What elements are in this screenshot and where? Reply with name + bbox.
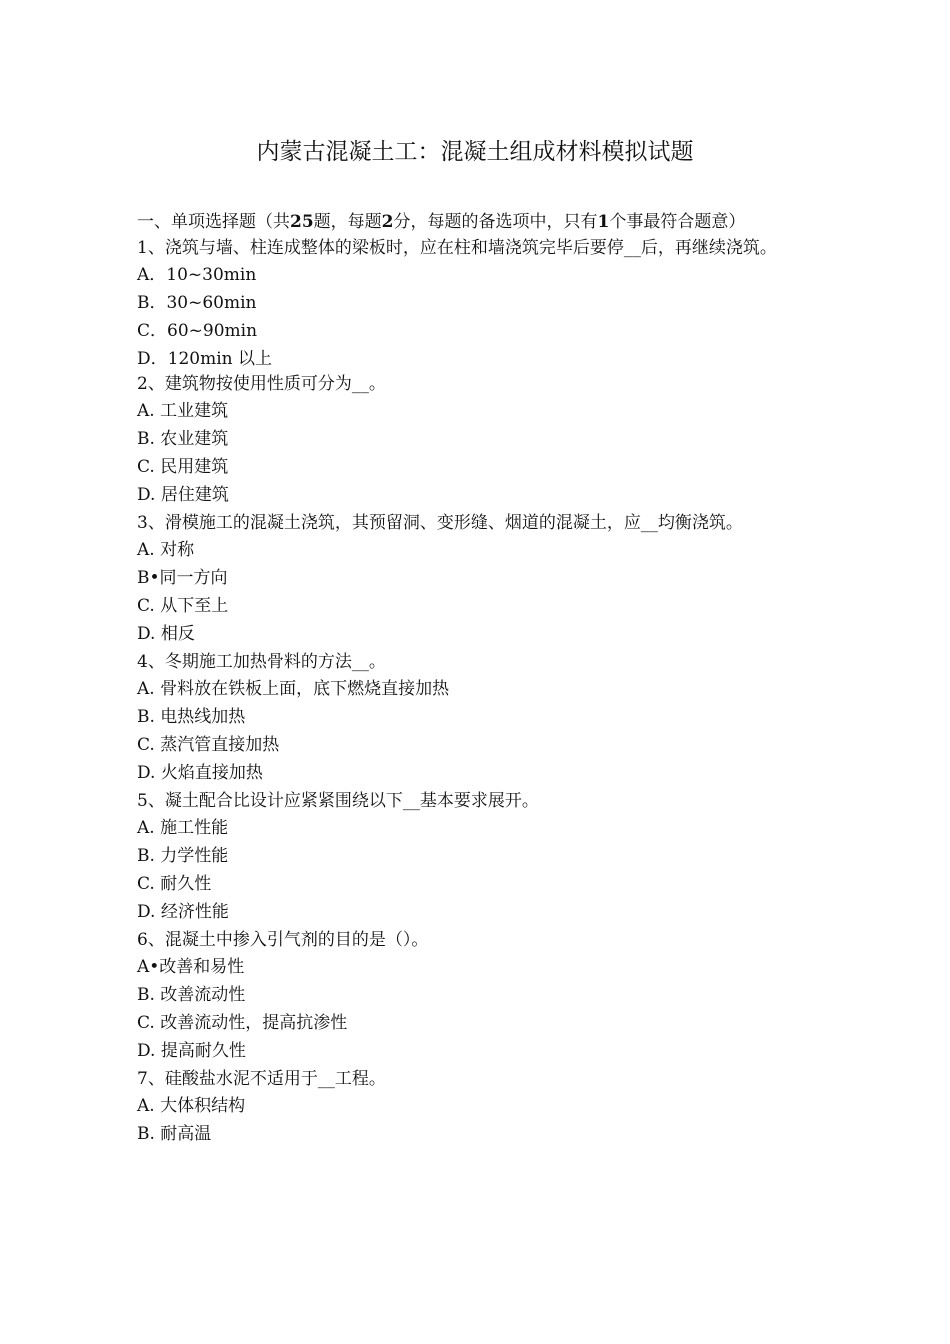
option-c: C. 耐久性 [137,874,212,894]
question-block [137,1067,827,1150]
option-b: B. 农业建筑 [137,429,229,449]
question-text: 2、建筑物按使用性质可分为__。 [137,374,386,394]
section-heading-text: 分，每题的备选项中，只有 [393,212,598,232]
section-heading-text: 个事最符合题意） [609,212,746,232]
option-a: A. 骨料放在铁板上面，底下燃烧直接加热 [137,679,450,699]
option-b: B. 电热线加热 [137,707,246,727]
option-a: A. 大体积结构 [137,1096,246,1116]
section-heading-text: 题，每题 [313,212,382,232]
points-per-question: 2 [381,212,394,232]
option-a: A. 工业建筑 [137,401,229,421]
section-heading [137,210,827,235]
question-block [137,928,827,1067]
option-b: B•同一方向 [137,568,228,588]
question-block [137,372,827,511]
option-d: D. 相反 [137,624,195,644]
option-d: D. 居住建筑 [137,485,229,505]
question-block [137,511,827,650]
option-c: C. 改善流动性，提高抗渗性 [137,1013,348,1033]
option-d: D. 火焰直接加热 [137,763,263,783]
option-b: B. 耐高温 [137,1124,212,1144]
correct-option-count: 1 [597,212,610,232]
option-b: B. 改善流动性 [137,985,246,1005]
option-a: A. 对称 [137,540,195,560]
question-text: 1、浇筑与墙、柱连成整体的梁板时，应在柱和墙浇筑完毕后要停__后，再继续浇筑。 [137,238,777,258]
option-b: B．30~60min [137,293,257,313]
option-d: D．120min 以上 [137,349,272,369]
question-block [137,236,827,372]
page-title: 内蒙古混凝土工：混凝土组成材料模拟试题 [256,139,694,165]
question-block [137,789,827,928]
option-c: C. 蒸汽管直接加热 [137,735,280,755]
question-text: 5、凝土配合比设计应紧紧围绕以下__基本要求展开。 [137,791,539,811]
question-text: 6、混凝土中掺入引气剂的目的是（）。 [137,930,429,950]
option-a: A•改善和易性 [137,957,245,977]
option-c: C. 从下至上 [137,596,229,616]
question-block [137,650,827,789]
question-text: 4、冬期施工加热骨料的方法__。 [137,652,386,672]
option-c: C．60~90min [137,321,258,341]
option-a: A．10~30min [137,265,257,285]
question-text: 7、硅酸盐水泥不适用于__工程。 [137,1069,386,1089]
option-a: A. 施工性能 [137,818,229,838]
question-text: 3、滑模施工的混凝土浇筑，其预留洞、变形缝、烟道的混凝土，应__均衡浇筑。 [137,513,743,533]
section-heading-text: 一、单项选择题（共 [137,212,290,232]
option-d: D. 提高耐久性 [137,1041,246,1061]
option-c: C. 民用建筑 [137,457,229,477]
option-d: D. 经济性能 [137,902,229,922]
document-body [137,210,827,1150]
option-b: B. 力学性能 [137,846,229,866]
question-count: 25 [290,212,314,232]
